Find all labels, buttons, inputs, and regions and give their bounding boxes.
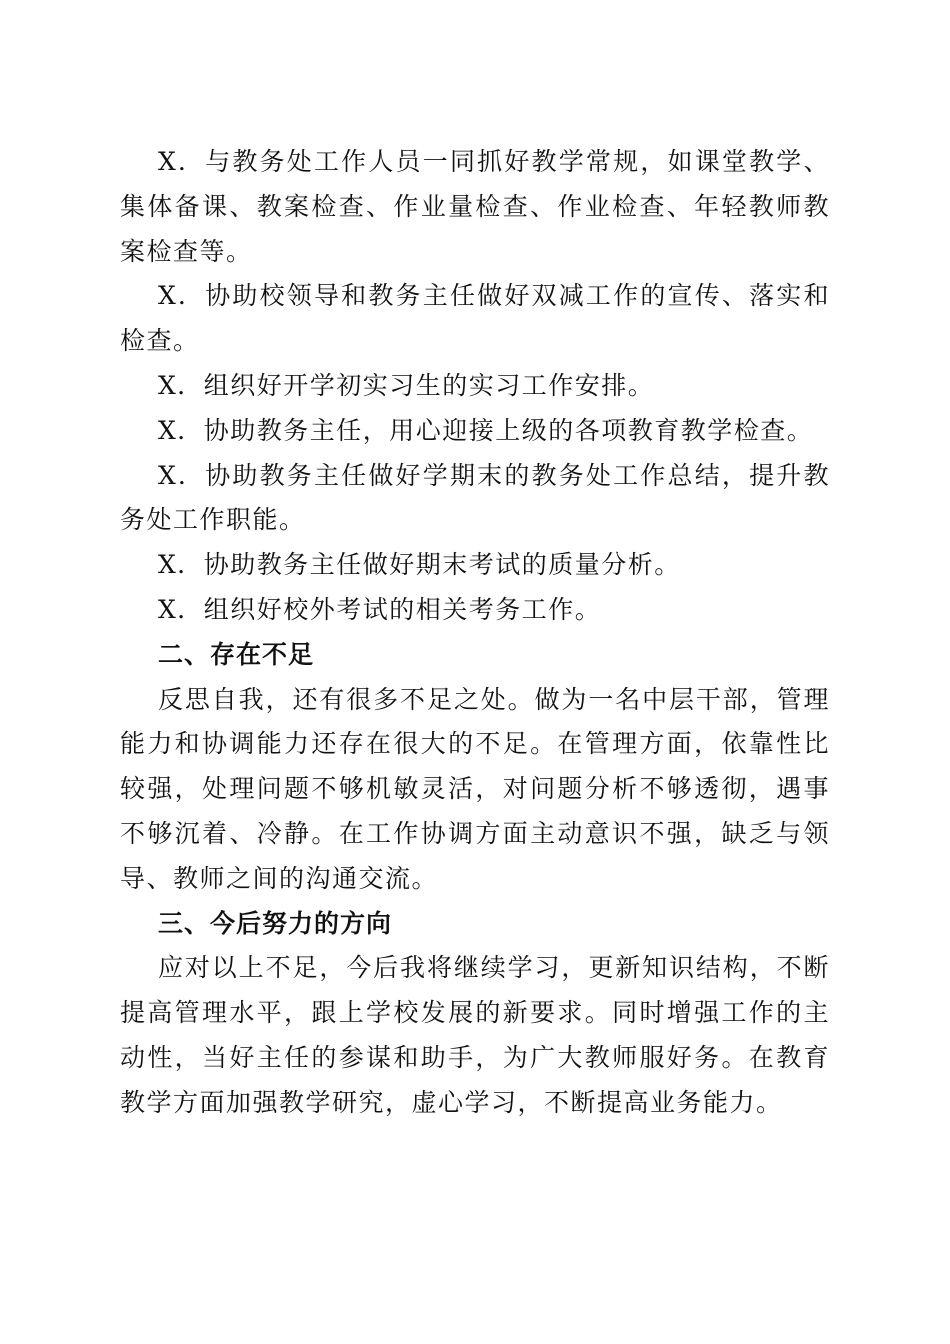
- list-item: X．协助教务主任，用心迎接上级的各项教育教学检查。: [158, 415, 814, 445]
- list-item: X．组织好校外考试的相关考务工作。: [158, 594, 602, 624]
- list-item: X．协助教务主任做好学期末的教务处工作总结，提升教务处工作职能。: [120, 460, 830, 535]
- section-heading-future-direction: 三、今后努力的方向: [158, 908, 393, 938]
- list-item: X．协助校领导和教务主任做好双减工作的宣传、落实和检查。: [120, 281, 830, 356]
- list-item: X．组织好开学初实习生的实习工作安排。: [158, 370, 655, 400]
- list-item: X．与教务处工作人员一同抓好教学常规，如课堂教学、集体备课、教案检查、作业量检查、作业检查、年轻教师教案检查等。: [120, 147, 830, 266]
- list-item: X．协助教务主任做好期末考试的质量分析。: [158, 550, 681, 580]
- section-body-shortcomings: 反思自我，还有很多不足之处。做为一名中层干部，管理能力和协调能力还存在很大的不足。在管理方面，依靠性比较强，处理问题不够机敏灵活，对问题分析不够透彻，遇事不够沉着、冷静。在工作协调方面主动意识不强，缺乏与领导、教师之间的沟通交流。: [120, 684, 830, 893]
- section-heading-shortcomings: 二、存在不足: [158, 639, 315, 669]
- section-body-future-direction: 应对以上不足，今后我将继续学习，更新知识结构，不断提高管理水平，跟上学校发展的新要求。同时增强工作的主动性，当好主任的参谋和助手，为广大教师服好务。在教育教学方面加强教学研究，虚心学习，不断提高业务能力。: [120, 953, 830, 1117]
- document-body: [120, 140, 830, 1126]
